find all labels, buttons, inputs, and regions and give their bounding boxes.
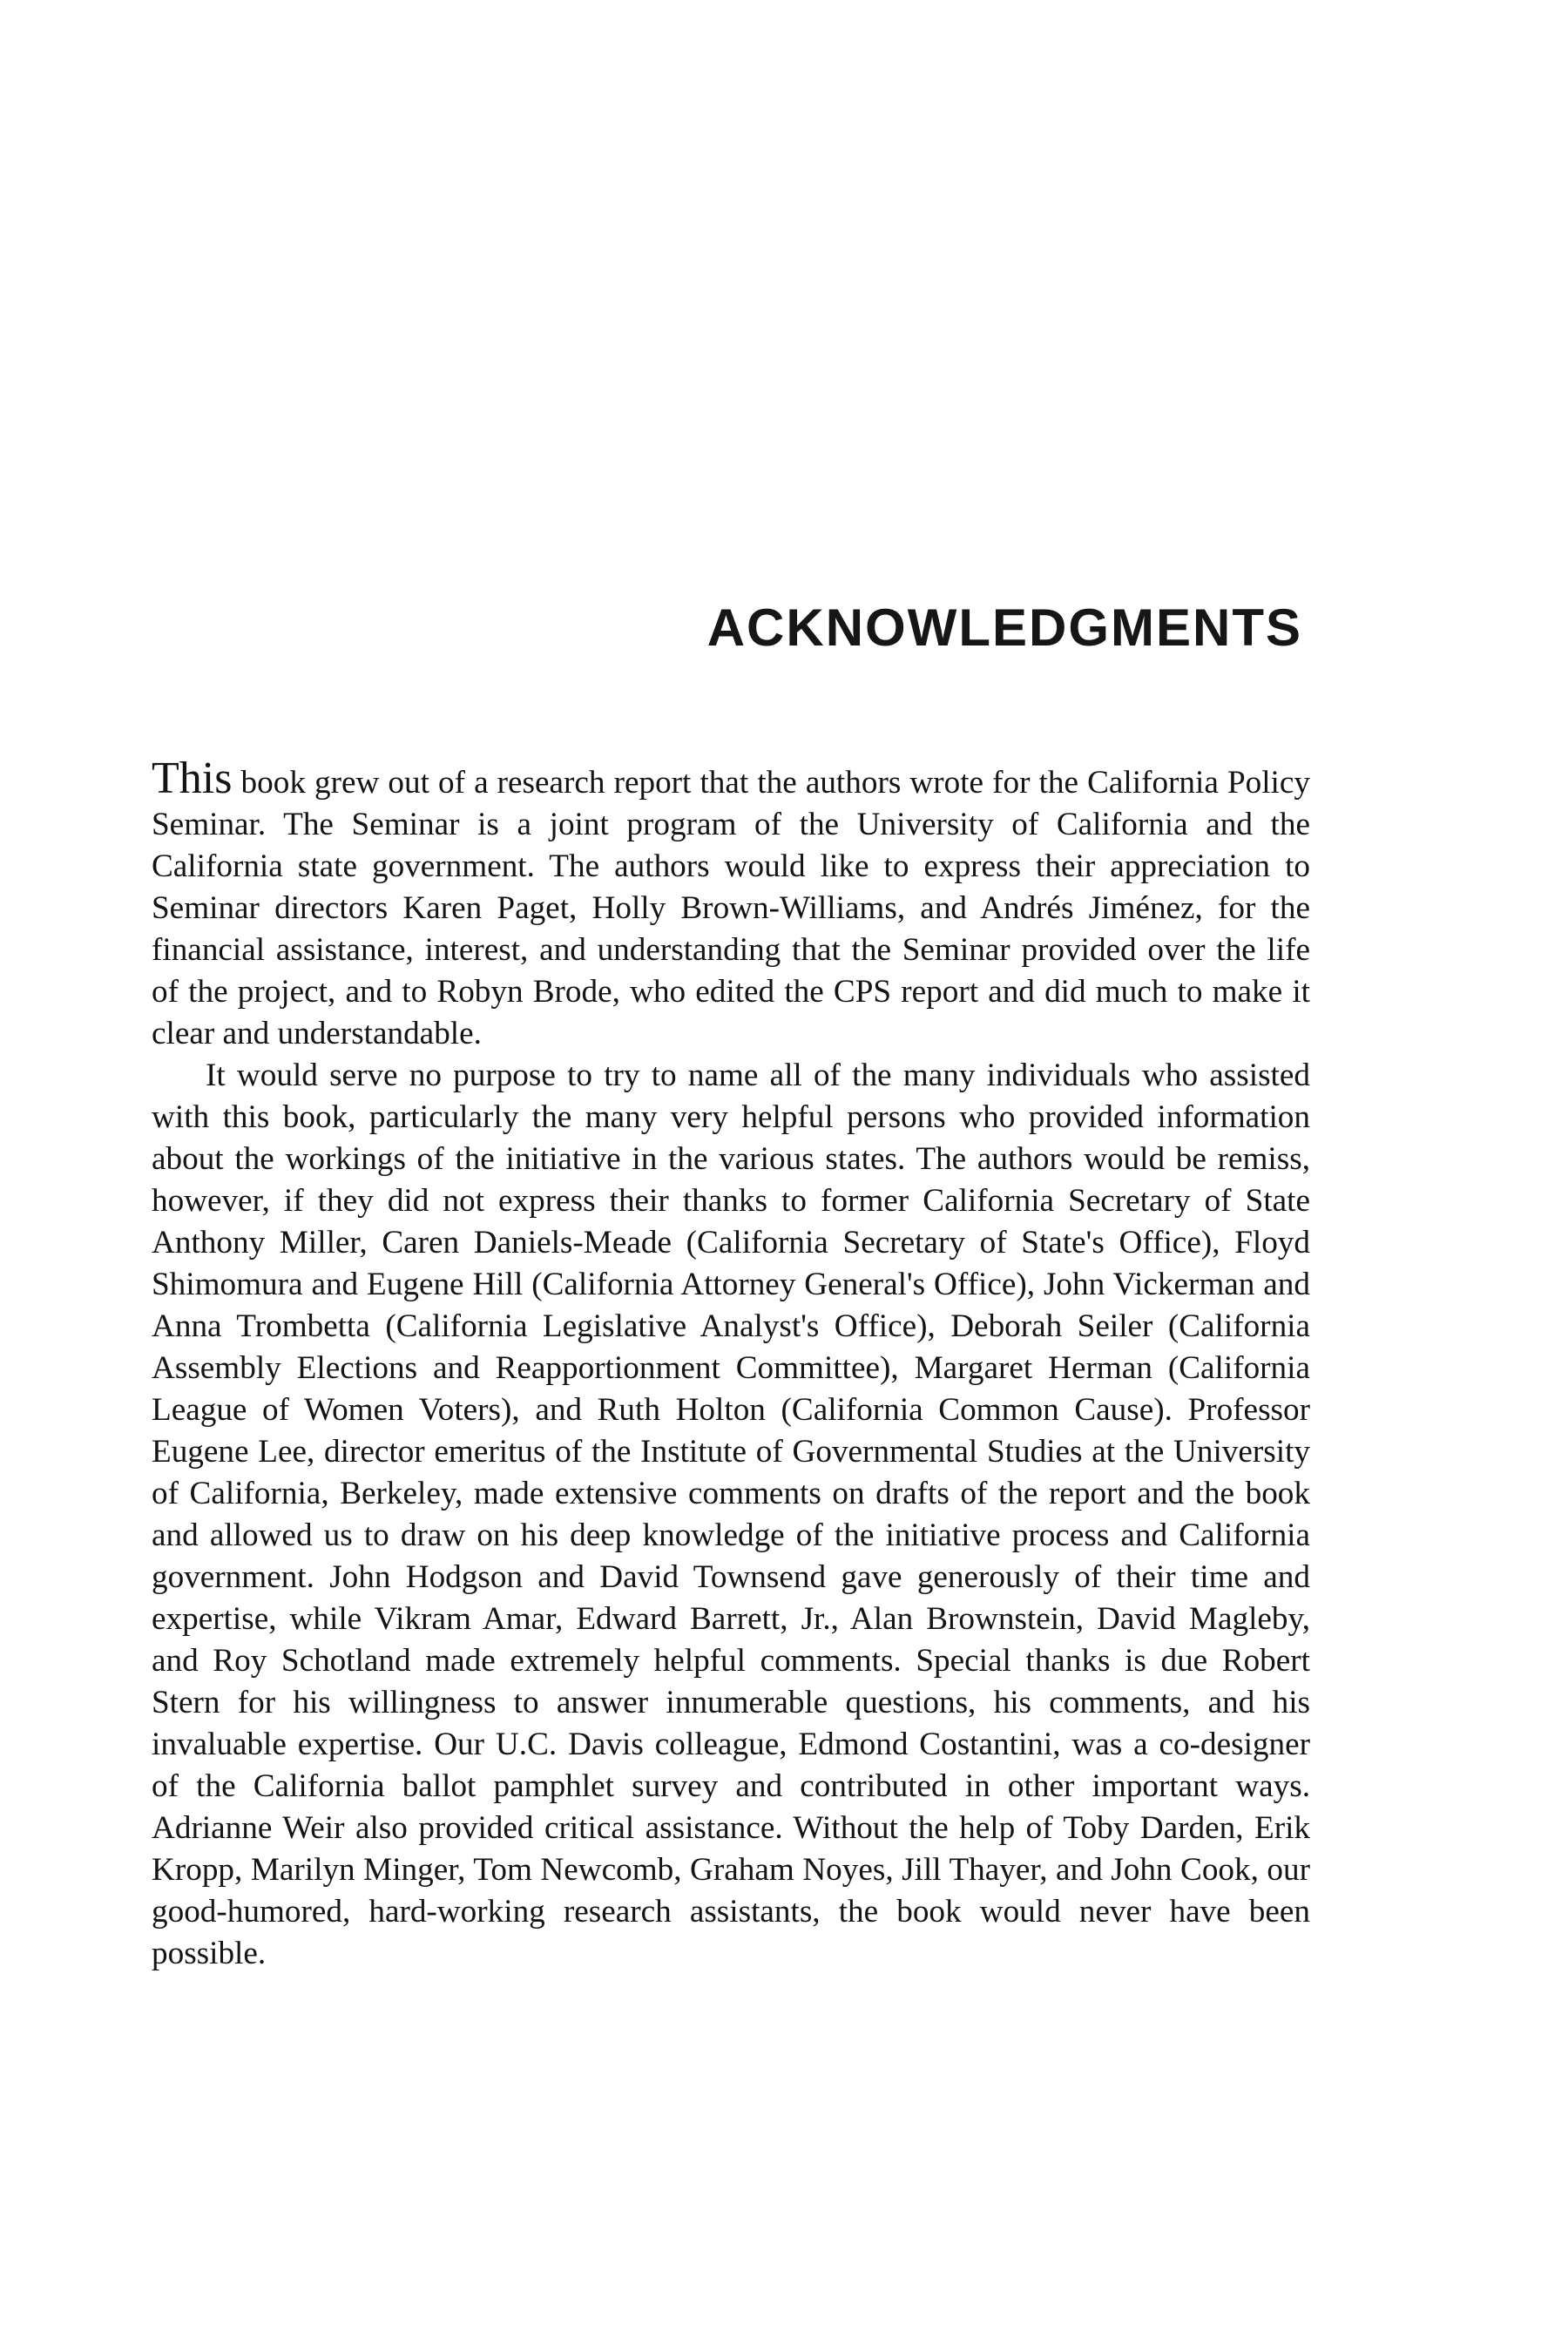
paragraph-1	[152, 754, 1310, 1055]
paragraph-2: It would serve no purpose to try to name all of the many individuals who assisted with this book, particularly the many very helpful persons who provided information about the workings of the initiative in the various states. The authors would be remiss, however, if they did not express their thanks to former California Secretary of State Anthony Miller, Caren Daniels-Meade (California Secretary of State's Office), Floyd Shimomura and Eugene Hill (California Attorney General's Office), John Vickerman and Anna Trombetta (California Legislative Analyst's Office), Deborah Seiler (California Assembly Elections and Reapportionment Committee), Margaret Herman (California League of Women Voters), and Ruth Holton (California Common Cause). Professor Eugene Lee, director emeritus of the Institute of Governmental Studies at the University of California, Berkeley, made extensive comments on drafts of the report and the book and allowed us to draw on his deep knowledge of the initiative process and California government. John Hodgson and David Townsend gave generously of their time and expertise, while Vikram Amar, Edward Barrett, Jr., Alan Brownstein, David Magleby, and Roy Schotland made extremely helpful comments. Special thanks is due Robert Stern for his willingness to answer innumerable questions, his comments, and his invaluable expertise. Our U.C. Davis colleague, Edmond Costantini, was a co-designer of the California ballot pamphlet survey and contributed in other important ways. Adrianne Weir also provided critical assistance. Without the help of Toby Darden, Erik Kropp, Marilyn Minger, Tom Newcomb, Graham Noyes, Jill Thayer, and John Cook, our good-humored, hard-working research assistants, the book would never have been possible.	[152, 1058, 1310, 1971]
paragraph-1-lead-word: This	[152, 754, 233, 803]
paragraph-1-text: book grew out of a research report that the authors wrote for the California Policy Seminar. The Seminar is a joint program of the University of California and the California state government. The authors would like to express their appreciation to Seminar directors Karen Paget, Holly Brown-Williams, and Andrés Jiménez, for the financial assistance, interest, and understanding that the Seminar provided over the life of the project, and to Robyn Brode, who edited the CPS report and did much to make it clear and understandable.	[152, 765, 1310, 1051]
page-heading: ACKNOWLEDGMENTS	[706, 598, 1302, 657]
acknowledgments-body	[152, 754, 1310, 1975]
